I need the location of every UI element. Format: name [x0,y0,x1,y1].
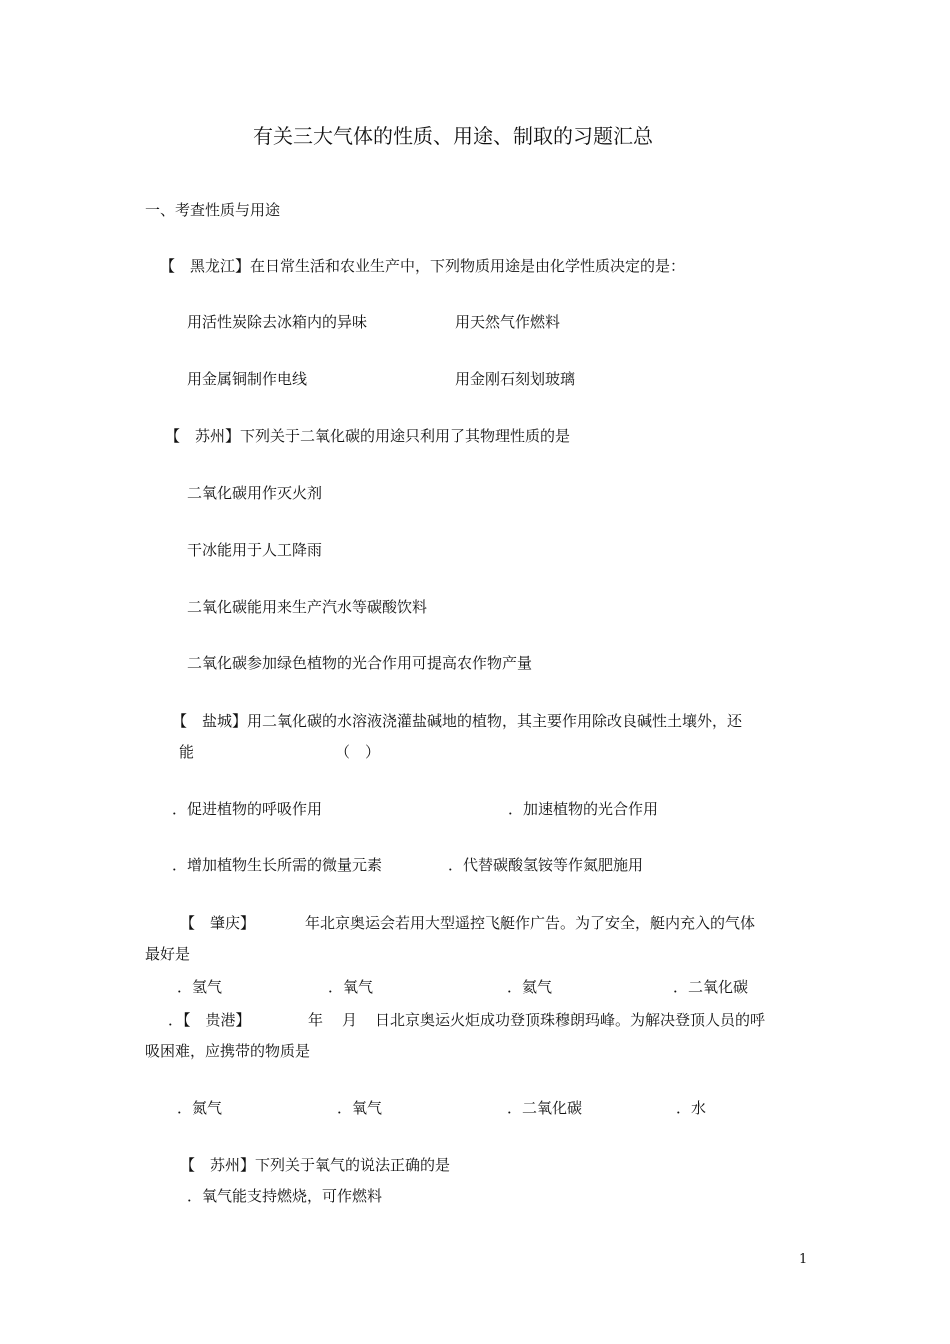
question-3-stem-line2: 能 [179,743,195,761]
question-5-option-a: ．氮气 [177,1099,223,1117]
question-2-stem: 【 苏州】下列关于二氧化碳的用途只利用了其物理性质的是 [165,427,571,445]
question-5-source: ．【 贵港】 [168,1011,251,1029]
question-1-option-d: 用金刚石刻划玻璃 [455,370,576,388]
question-5-month: 月 [342,1011,358,1029]
question-5-option-b: ．氧气 [337,1099,383,1117]
question-4-option-a: ．氢气 [177,978,223,996]
question-2-option-b: 干冰能用于人工降雨 [187,541,323,559]
question-6-stem: 【 苏州】下列关于氧气的说法正确的是 [180,1156,451,1174]
question-4-option-c: ．氦气 [507,978,553,996]
question-6-option-a: ．氧气能支持燃烧，可作燃料 [187,1187,383,1205]
question-5-option-d: ．水 [676,1099,707,1117]
question-1-option-a: 用活性炭除去冰箱内的异味 [187,313,368,331]
question-5-year: 年 [308,1011,324,1029]
question-2-option-c: 二氧化碳能用来生产汽水等碳酸饮料 [187,598,428,616]
question-3-option-b: ．加速植物的光合作用 [508,800,659,818]
question-4-stem-line1: 年北京奥运会若用大型遥控飞艇作广告。为了安全，艇内充入的气体 [305,914,756,932]
document-title: 有关三大气体的性质、用途、制取的习题汇总 [253,124,653,148]
question-1-option-b: 用天然气作燃料 [455,313,561,331]
question-3-option-d: ．代替碳酸氢铵等作氮肥施用 [448,856,644,874]
question-5-stem-line2: 吸困难，应携带的物质是 [145,1042,311,1060]
page-number: 1 [799,1252,808,1267]
question-4-option-b: ．氧气 [328,978,374,996]
question-1-option-c: 用金属铜制作电线 [187,370,308,388]
question-2-option-a: 二氧化碳用作灭火剂 [187,484,323,502]
question-4-option-d: ．二氧化碳 [673,978,749,996]
question-3-stem-line1: 【 盐城】用二氧化碳的水溶液浇灌盐碱地的植物，其主要作用除改良碱性土壤外，还 [172,712,743,730]
question-3-option-c: ．增加植物生长所需的微量元素 [172,856,383,874]
question-5-stem-rest: 日北京奥运火炬成功登顶珠穆朗玛峰。为解决登顶人员的呼 [375,1011,766,1029]
question-2-option-d: 二氧化碳参加绿色植物的光合作用可提高农作物产量 [187,654,533,672]
question-5-option-c: ．二氧化碳 [507,1099,583,1117]
question-3-answer-paren: （ ） [335,743,381,761]
section-heading: 一、考查性质与用途 [145,201,281,219]
question-4-source: 【 肇庆】 [180,914,256,932]
question-1-stem: 【 黑龙江】在日常生活和农业生产中，下列物质用途是由化学性质决定的是： [160,257,686,275]
question-3-option-a: ．促进植物的呼吸作用 [172,800,323,818]
question-4-stem-line2: 最好是 [145,945,191,963]
